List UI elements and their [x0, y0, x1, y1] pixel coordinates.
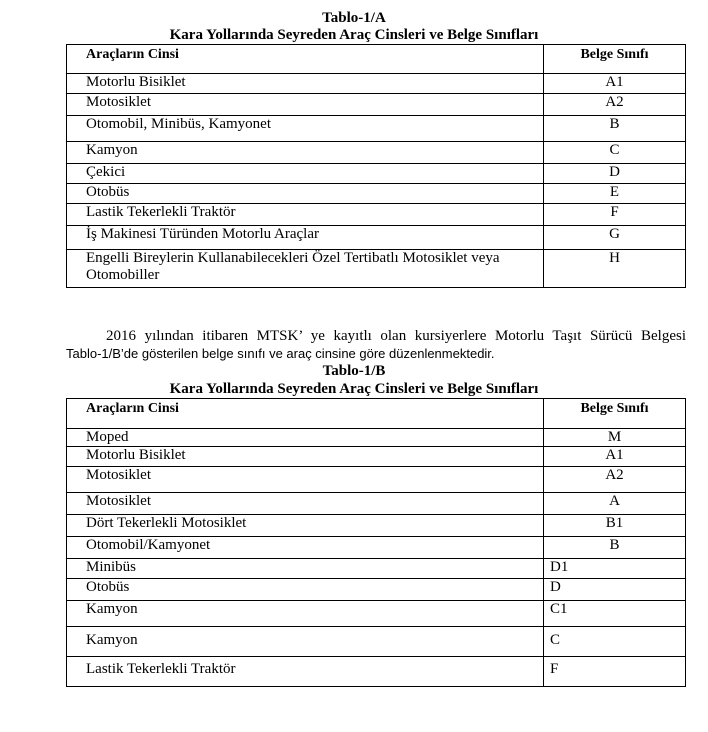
intro-line-1: 2016 yılından itibaren MTSK’ ye kayıtlı olan kursiyerlere Motorlu Taşıt Sürücü Belgesi — [106, 328, 686, 344]
class-cell: D — [544, 579, 686, 601]
table-row — [67, 515, 686, 537]
class-cell: A2 — [544, 94, 686, 116]
class-cell: A — [544, 493, 686, 515]
class-cell: M — [544, 429, 686, 447]
table-row — [67, 657, 686, 687]
vehicle-cell: Kamyon — [67, 142, 544, 164]
table-row — [67, 184, 686, 204]
table-row — [67, 226, 686, 250]
vehicle-cell: Motosiklet — [67, 94, 544, 116]
table-row — [67, 537, 686, 559]
table-row — [67, 601, 686, 627]
class-cell: C — [544, 142, 686, 164]
class-cell: B1 — [544, 515, 686, 537]
table-row — [67, 142, 686, 164]
vehicle-cell: Otobüs — [67, 184, 544, 204]
table-a-header-class: Belge Sınıfı — [544, 45, 686, 74]
table-row — [67, 447, 686, 467]
class-cell: A2 — [544, 467, 686, 493]
table-row — [67, 94, 686, 116]
table-b-subtitle: Kara Yollarında Seyreden Araç Cinsleri ve Belge Sınıfları — [169, 381, 539, 397]
vehicle-cell: Engelli Bireylerin Kullanabilecekleri Özel Tertibatlı Motosiklet veya Otomobiller — [67, 250, 544, 288]
class-cell: E — [544, 184, 686, 204]
intro-paragraph — [66, 327, 686, 363]
vehicle-cell: Dört Tekerlekli Motosiklet — [67, 515, 544, 537]
class-cell: F — [544, 204, 686, 226]
table-b — [66, 398, 686, 687]
vehicle-cell: Kamyon — [67, 627, 544, 657]
table-row — [67, 164, 686, 184]
class-cell: G — [544, 226, 686, 250]
table-a-header-vehicle: Araçların Cinsi — [67, 45, 544, 74]
class-cell: B — [544, 116, 686, 142]
vehicle-cell: Moped — [67, 429, 544, 447]
class-cell: D1 — [544, 559, 686, 579]
class-cell: F — [544, 657, 686, 687]
table-b-header-vehicle: Araçların Cinsi — [67, 399, 544, 429]
table-row — [67, 116, 686, 142]
vehicle-cell: Lastik Tekerlekli Traktör — [67, 657, 544, 687]
table-row — [67, 467, 686, 493]
vehicle-cell: İş Makinesi Türünden Motorlu Araçlar — [67, 226, 544, 250]
class-cell: B — [544, 537, 686, 559]
vehicle-cell: Çekici — [67, 164, 544, 184]
vehicle-cell: Motorlu Bisiklet — [67, 74, 544, 94]
class-cell: A1 — [544, 74, 686, 94]
vehicle-cell: Kamyon — [67, 601, 544, 627]
vehicle-cell: Otomobil, Minibüs, Kamyonet — [67, 116, 544, 142]
table-a-header-row — [67, 45, 686, 74]
table-b-title: Tablo-1/B — [322, 363, 386, 379]
table-row — [67, 74, 686, 94]
table-row — [67, 579, 686, 601]
vehicle-cell: Otomobil/Kamyonet — [67, 537, 544, 559]
table-a-title: Tablo-1/A — [322, 10, 386, 26]
table-row — [67, 429, 686, 447]
class-cell: C1 — [544, 601, 686, 627]
table-row — [67, 493, 686, 515]
table-a-subtitle: Kara Yollarında Seyreden Araç Cinsleri ve Belge Sınıfları — [169, 27, 539, 43]
table-b-header-row — [67, 399, 686, 429]
class-cell: C — [544, 627, 686, 657]
vehicle-cell: Motorlu Bisiklet — [67, 447, 544, 467]
intro-line-2: Tablo-1/B’de gösterilen belge sınıfı ve araç cinsine göre düzenlenmektedir. — [66, 346, 495, 361]
class-cell: H — [544, 250, 686, 288]
vehicle-cell: Motosiklet — [67, 493, 544, 515]
table-b-header-class: Belge Sınıfı — [544, 399, 686, 429]
vehicle-cell: Motosiklet — [67, 467, 544, 493]
table-row — [67, 559, 686, 579]
table-row — [67, 250, 686, 288]
vehicle-cell: Lastik Tekerlekli Traktör — [67, 204, 544, 226]
table-row — [67, 627, 686, 657]
vehicle-cell: Minibüs — [67, 559, 544, 579]
table-row — [67, 204, 686, 226]
table-a — [66, 44, 686, 288]
class-cell: A1 — [544, 447, 686, 467]
vehicle-cell: Otobüs — [67, 579, 544, 601]
class-cell: D — [544, 164, 686, 184]
